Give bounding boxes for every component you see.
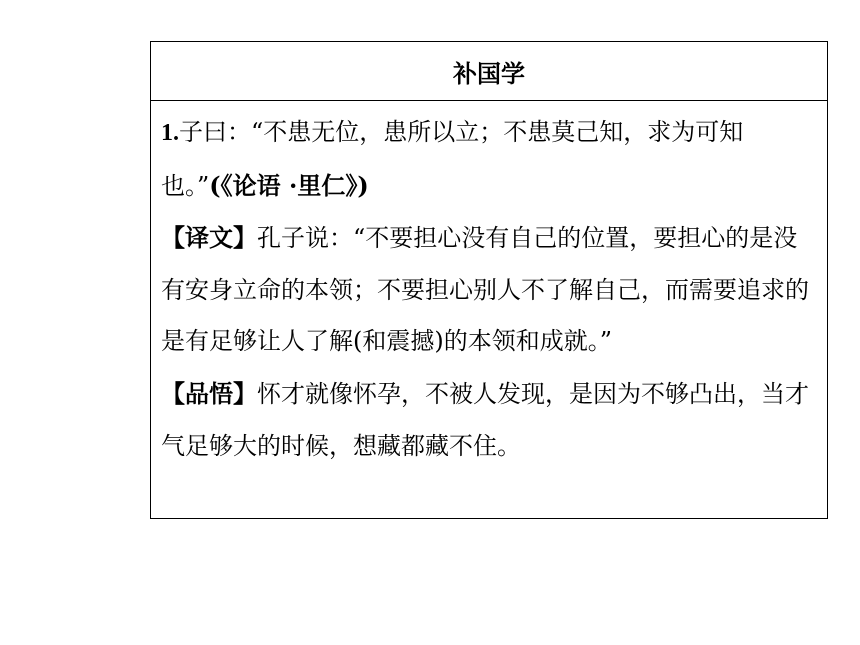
passage-source: (《论语 ·里仁》) <box>209 170 369 200</box>
passage-paragraph <box>161 107 819 212</box>
translation-text: 孔子说：“不要担心没有自己的位置，要担心的是没有安身立命的本领；不要担心别人不了解自己，而需要追求的是有足够让人了解(和震撼)的本领和成就。” <box>161 224 809 356</box>
insight-paragraph <box>161 368 819 472</box>
passage-text: 子曰：“不患无位，患所以立；不患莫己知，求为可知也。” <box>161 118 744 200</box>
passage-number: 1. <box>161 120 179 146</box>
table-title: 补国学 <box>151 42 827 101</box>
insight-tag: 【品悟】 <box>161 378 257 408</box>
translation-paragraph <box>161 212 819 368</box>
content-table <box>150 41 828 519</box>
table-body <box>151 101 827 472</box>
insight-text: 怀才就像怀孕，不被人发现，是因为不够凸出，当才气足够大的时候，想藏都藏不住。 <box>161 379 809 460</box>
translation-tag: 【译文】 <box>161 223 257 253</box>
